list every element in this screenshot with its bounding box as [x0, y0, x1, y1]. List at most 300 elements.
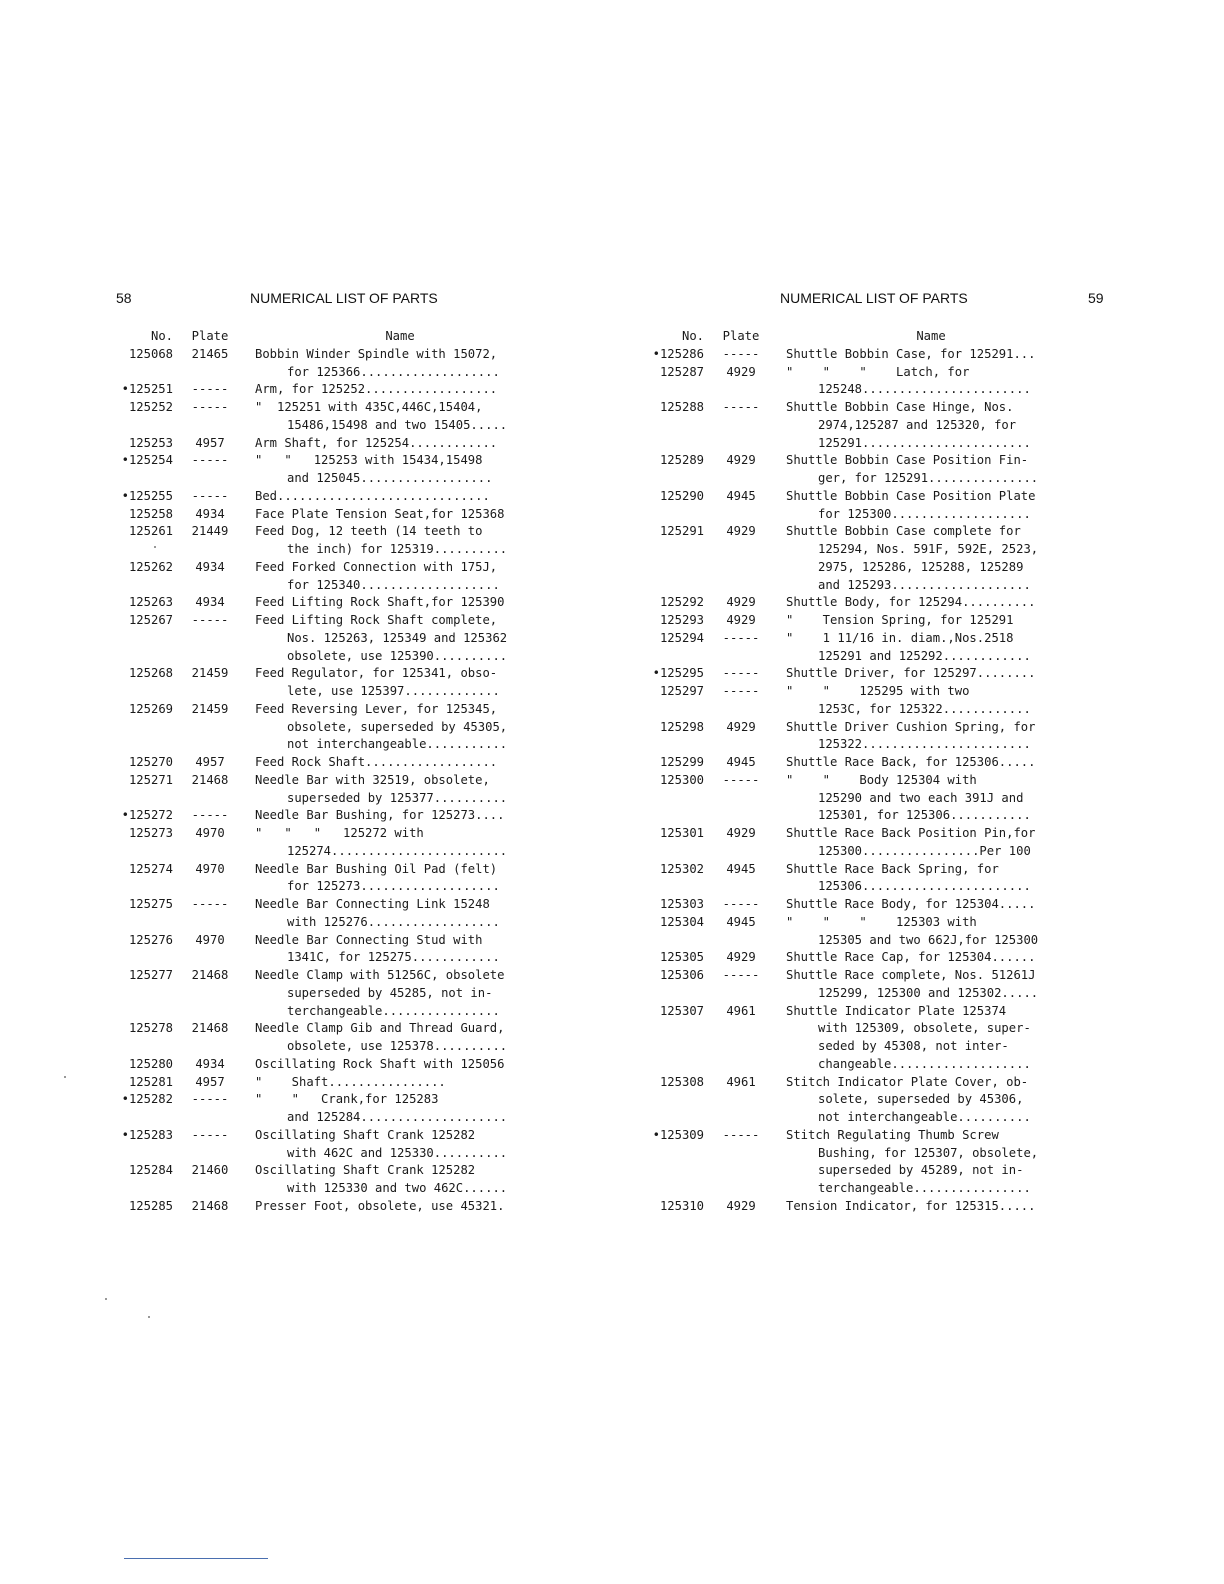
- part-number: 125289: [659, 453, 704, 468]
- part-name-continuation: not interchangeable...........: [287, 737, 508, 752]
- part-name-continuation: 2974,125287 and 125320, for: [818, 417, 1017, 432]
- part-entry: [636, 949, 1076, 967]
- part-name-line: " " Crank,for 125283: [255, 1092, 439, 1107]
- part-name: [778, 719, 1076, 755]
- part-entry: [105, 452, 545, 488]
- part-name: [247, 861, 545, 897]
- scan-speck: [105, 1298, 107, 1300]
- part-entry: [636, 594, 1076, 612]
- part-name-continuation: 1253C, for 125322............: [818, 701, 1031, 716]
- part-entry: [105, 665, 545, 701]
- plate-number: -----: [722, 630, 760, 645]
- part-name-continuation: with 125276..................: [287, 914, 500, 929]
- part-number: 125068: [128, 346, 173, 361]
- part-entry: [105, 896, 545, 932]
- header-no: No.: [150, 329, 173, 343]
- part-entry: [105, 932, 545, 968]
- part-name-continuation: terchangeable................: [818, 1181, 1031, 1195]
- part-number: •125272: [121, 808, 173, 823]
- part-entry: [105, 559, 545, 595]
- plate-number: 21468: [191, 772, 229, 787]
- part-name-line: Needle Bar Bushing, for 125273....: [255, 808, 505, 823]
- part-entry: [105, 506, 545, 524]
- part-entry: [636, 630, 1076, 666]
- part-name-line: Shuttle Race Back Position Pin,for: [786, 826, 1036, 840]
- part-number: 125298: [659, 719, 704, 734]
- part-number: 125290: [659, 488, 704, 503]
- part-name: [778, 488, 1076, 524]
- part-name-continuation: superseded by 45289, not in-: [818, 1163, 1024, 1178]
- part-name-continuation: Nos. 125263, 125349 and 125362: [287, 630, 508, 645]
- part-name-continuation: 125300................Per 100: [818, 843, 1031, 858]
- part-name: [247, 665, 545, 701]
- part-name-line: " " " 125272 with: [255, 826, 424, 840]
- part-name-line: Stitch Indicator Plate Cover, ob-: [786, 1074, 1029, 1089]
- plate-number: 4929: [726, 950, 756, 965]
- part-name: [778, 1074, 1076, 1127]
- part-name: [778, 665, 1076, 683]
- part-name-line: Shuttle Bobbin Case Position Fin-: [786, 453, 1029, 468]
- plate-number: 4945: [726, 861, 756, 876]
- part-name: [778, 523, 1076, 594]
- plate-number: 21468: [191, 1021, 229, 1036]
- plate-number: -----: [722, 666, 760, 681]
- part-entry: [636, 488, 1076, 524]
- part-name: [247, 807, 545, 825]
- header-plate: Plate: [191, 329, 229, 343]
- part-name-line: " " " Latch, for: [786, 364, 970, 379]
- part-entry: [636, 523, 1076, 594]
- part-entry: [636, 719, 1076, 755]
- part-name-line: Bobbin Winder Spindle with 15072,: [255, 346, 498, 361]
- part-entry: [636, 914, 1076, 950]
- part-number: 125304: [659, 914, 704, 929]
- part-number: 125291: [659, 524, 704, 539]
- part-entry: [105, 346, 545, 382]
- plate-number: 4957: [195, 435, 225, 450]
- part-name-continuation: Bushing, for 125307, obsolete,: [818, 1145, 1039, 1160]
- part-name-continuation: lete, use 125397.............: [287, 684, 500, 698]
- bottom-rule: [124, 1558, 268, 1559]
- part-name-continuation: and 125045..................: [287, 471, 493, 485]
- part-name: [778, 754, 1076, 772]
- part-entry: [105, 381, 545, 399]
- part-name-line: Oscillating Rock Shaft with 125056: [255, 1056, 505, 1071]
- part-name-continuation: 125301, for 125306...........: [818, 808, 1031, 823]
- part-name: [778, 825, 1076, 861]
- part-name-continuation: seded by 45308, not inter-: [818, 1039, 1009, 1053]
- part-name-continuation: 1341C, for 125275............: [287, 950, 500, 965]
- part-number: 125308: [659, 1074, 704, 1089]
- part-name: [778, 452, 1076, 488]
- part-entry: [105, 1091, 545, 1127]
- part-number: 125271: [128, 772, 173, 787]
- part-number: •125282: [121, 1092, 173, 1107]
- part-name-line: Shuttle Race Body, for 125304.....: [786, 897, 1036, 911]
- part-name-continuation: the inch) for 125319..........: [287, 542, 508, 556]
- part-name: [778, 346, 1076, 364]
- part-entry: [105, 754, 545, 772]
- part-name-continuation: 125306.......................: [818, 879, 1031, 894]
- part-name-continuation: obsolete, use 125378..........: [287, 1039, 508, 1053]
- part-name-line: Shuttle Race complete, Nos. 51261J: [786, 968, 1036, 982]
- part-number: 125252: [128, 400, 173, 414]
- part-entry: [105, 612, 545, 665]
- part-name-line: Shuttle Driver Cushion Spring, for: [786, 719, 1036, 734]
- part-number: 125258: [128, 506, 173, 521]
- part-name: [247, 435, 545, 453]
- part-name-line: Feed Rock Shaft..................: [255, 755, 498, 769]
- part-entry: [636, 861, 1076, 897]
- part-name: [778, 399, 1076, 452]
- part-name-continuation: ger, for 125291...............: [818, 471, 1039, 485]
- parts-entries: [636, 346, 1076, 1216]
- part-name-continuation: 125305 and two 662J,for 125300: [818, 932, 1039, 947]
- part-name: [247, 346, 545, 382]
- parts-list-left: [105, 328, 545, 1216]
- plate-number: 4934: [195, 506, 225, 521]
- part-entry: [105, 399, 545, 435]
- part-name-continuation: with 462C and 125330..........: [287, 1145, 508, 1160]
- part-entry: [636, 665, 1076, 683]
- part-number: 125292: [659, 595, 704, 610]
- plate-number: 21449: [191, 524, 229, 539]
- part-name-line: " 125251 with 435C,446C,15404,: [255, 400, 483, 414]
- part-number: 125310: [659, 1198, 704, 1213]
- part-number: 125307: [659, 1003, 704, 1018]
- part-entry: [105, 488, 545, 506]
- part-number: 125287: [659, 364, 704, 379]
- part-number: 125277: [128, 968, 173, 982]
- part-number: 125293: [659, 613, 704, 627]
- part-name-continuation: 125291 and 125292............: [818, 648, 1031, 663]
- part-name-line: " Shaft................: [255, 1074, 446, 1089]
- part-name-line: Shuttle Race Back Spring, for: [786, 861, 999, 876]
- part-name-line: Needle Bar Connecting Link 15248: [255, 897, 490, 911]
- part-name-continuation: terchangeable................: [287, 1003, 500, 1018]
- part-number: •125251: [121, 382, 173, 397]
- part-entry: [636, 1198, 1076, 1216]
- part-name-line: Feed Lifting Rock Shaft,for 125390: [255, 595, 505, 610]
- part-number: 125269: [128, 701, 173, 716]
- part-name: [247, 1198, 545, 1216]
- header-no: No.: [681, 329, 704, 343]
- part-name: [247, 896, 545, 932]
- part-name-continuation: 2975, 125286, 125288, 125289: [818, 559, 1024, 574]
- part-name: [247, 772, 545, 808]
- part-name-line: Feed Forked Connection with 175J,: [255, 559, 498, 574]
- part-number: 125294: [659, 630, 704, 645]
- part-name: [247, 1020, 545, 1056]
- part-name-continuation: 15486,15498 and two 15405.....: [287, 417, 508, 432]
- plate-number: 4961: [726, 1074, 756, 1089]
- plate-number: -----: [191, 613, 229, 627]
- part-name: [247, 1127, 545, 1163]
- plate-number: 21468: [191, 1198, 229, 1213]
- part-name: [778, 914, 1076, 950]
- part-entry: [636, 452, 1076, 488]
- parts-entries: [105, 346, 545, 1216]
- part-name: [778, 1003, 1076, 1074]
- part-name-continuation: for 125366...................: [287, 364, 500, 379]
- part-entry: [105, 967, 545, 1020]
- plate-number: -----: [722, 400, 760, 414]
- plate-number: 4934: [195, 559, 225, 574]
- part-number: 125301: [659, 826, 704, 840]
- part-name-continuation: 125291.......................: [818, 435, 1031, 450]
- part-name: [247, 594, 545, 612]
- part-name-line: Oscillating Shaft Crank 125282: [255, 1163, 476, 1178]
- part-entry: [636, 364, 1076, 400]
- header-plate: Plate: [722, 329, 760, 343]
- plate-number: 4934: [195, 595, 225, 610]
- part-number: 125263: [128, 595, 173, 610]
- plate-number: 4970: [195, 861, 225, 876]
- plate-number: -----: [191, 1127, 229, 1142]
- part-number: 125262: [128, 559, 173, 574]
- plate-number: 4945: [726, 488, 756, 503]
- part-name: [247, 1162, 545, 1198]
- part-entry: [105, 1127, 545, 1163]
- part-name-line: Needle Clamp with 51256C, obsolete: [255, 968, 505, 982]
- part-name: [247, 452, 545, 488]
- part-name-continuation: for 125340...................: [287, 577, 500, 592]
- part-name: [778, 683, 1076, 719]
- part-name-line: Shuttle Bobbin Case complete for: [786, 524, 1021, 539]
- page-header-left: NUMERICAL LIST OF PARTS: [250, 290, 438, 306]
- part-name-line: Stitch Regulating Thumb Screw: [786, 1127, 999, 1142]
- part-number: 125303: [659, 897, 704, 911]
- part-name-line: Shuttle Race Back, for 125306.....: [786, 755, 1036, 769]
- plate-number: 4957: [195, 755, 225, 769]
- part-number: 125306: [659, 968, 704, 982]
- scan-speck: [148, 1316, 150, 1318]
- part-name: [778, 630, 1076, 666]
- part-number: 125284: [128, 1163, 173, 1178]
- scan-speck: [154, 546, 156, 548]
- part-entry: [636, 1127, 1076, 1198]
- plate-number: -----: [722, 968, 760, 982]
- part-number: 125273: [128, 826, 173, 840]
- part-name-continuation: with 125309, obsolete, super-: [818, 1021, 1031, 1036]
- part-number: •125295: [652, 666, 704, 681]
- part-name-line: " " Body 125304 with: [786, 772, 977, 787]
- part-number: •125255: [121, 488, 173, 503]
- part-entry: [636, 683, 1076, 719]
- part-name-line: " Tension Spring, for 125291: [786, 613, 1014, 627]
- parts-list-right: [636, 328, 1076, 1216]
- plate-number: 4934: [195, 1056, 225, 1071]
- part-entry: [105, 594, 545, 612]
- part-number: 125305: [659, 950, 704, 965]
- plate-number: -----: [191, 488, 229, 503]
- part-number: 125297: [659, 684, 704, 698]
- part-name-continuation: 125274........................: [287, 843, 508, 858]
- part-entry: [636, 1074, 1076, 1127]
- plate-number: -----: [722, 684, 760, 698]
- part-name: [247, 612, 545, 665]
- part-number: 125270: [128, 755, 173, 769]
- part-number: 125261: [128, 524, 173, 539]
- plate-number: -----: [722, 772, 760, 787]
- plate-number: -----: [191, 897, 229, 911]
- part-name-continuation: superseded by 125377..........: [287, 790, 508, 805]
- plate-number: 4929: [726, 1198, 756, 1213]
- part-name-continuation: solete, superseded by 45306,: [818, 1092, 1024, 1107]
- part-number: 125278: [128, 1021, 173, 1036]
- part-name-continuation: changeable...................: [818, 1056, 1031, 1071]
- part-name-line: Bed.............................: [255, 488, 490, 503]
- part-name-line: Presser Foot, obsolete, use 45321.: [255, 1198, 505, 1213]
- part-entry: [105, 435, 545, 453]
- part-entry: [105, 523, 545, 559]
- part-entry: [105, 1056, 545, 1074]
- plate-number: 21460: [191, 1163, 229, 1178]
- plate-number: -----: [722, 1127, 760, 1142]
- page-header-right: NUMERICAL LIST OF PARTS: [780, 290, 968, 306]
- part-name-line: Needle Bar Bushing Oil Pad (felt): [255, 861, 498, 876]
- part-name-continuation: and 125293...................: [818, 577, 1031, 592]
- part-entry: [105, 1074, 545, 1092]
- part-name: [247, 1091, 545, 1127]
- part-name-line: Arm Shaft, for 125254............: [255, 435, 498, 450]
- plate-number: -----: [191, 400, 229, 414]
- part-entry: [636, 754, 1076, 772]
- part-name: [778, 896, 1076, 914]
- part-name: [247, 825, 545, 861]
- part-name-line: Feed Regulator, for 125341, obso-: [255, 666, 498, 681]
- part-number: 125274: [128, 861, 173, 876]
- plate-number: 21459: [191, 666, 229, 681]
- part-entry: [105, 772, 545, 808]
- plate-number: -----: [722, 346, 760, 361]
- part-name-line: Tension Indicator, for 125315.....: [786, 1198, 1036, 1213]
- part-name: [778, 1127, 1076, 1198]
- part-entry: [636, 399, 1076, 452]
- part-name-line: Arm, for 125252..................: [255, 382, 498, 397]
- part-name: [247, 932, 545, 968]
- part-entry: [636, 1003, 1076, 1074]
- part-name-line: Oscillating Shaft Crank 125282: [255, 1127, 476, 1142]
- part-name: [247, 399, 545, 435]
- part-entry: [636, 967, 1076, 1003]
- plate-number: -----: [722, 897, 760, 911]
- part-name: [247, 381, 545, 399]
- part-name: [247, 967, 545, 1020]
- part-name: [247, 559, 545, 595]
- part-name-continuation: 125290 and two each 391J and: [818, 790, 1024, 805]
- part-name: [247, 754, 545, 772]
- plate-number: 21465: [191, 346, 229, 361]
- part-name-line: Shuttle Race Cap, for 125304......: [786, 950, 1036, 965]
- part-name-continuation: and 125284....................: [287, 1110, 508, 1124]
- part-entry: [105, 1198, 545, 1216]
- part-entry: [105, 701, 545, 754]
- part-name-line: " " " 125303 with: [786, 914, 977, 929]
- part-number: 125275: [128, 897, 173, 911]
- part-entry: [636, 346, 1076, 364]
- plate-number: 4929: [726, 524, 756, 539]
- part-name-line: " " 125295 with two: [786, 684, 970, 698]
- part-name-line: Feed Dog, 12 teeth (14 teeth to: [255, 524, 483, 539]
- part-name-line: Shuttle Bobbin Case, for 125291...: [786, 346, 1036, 361]
- part-name-continuation: 125299, 125300 and 125302.....: [818, 985, 1039, 1000]
- part-name: [778, 949, 1076, 967]
- part-number: 125299: [659, 755, 704, 769]
- plate-number: 4929: [726, 364, 756, 379]
- part-name: [247, 701, 545, 754]
- plate-number: 21459: [191, 701, 229, 716]
- part-number: 125300: [659, 772, 704, 787]
- part-name-continuation: 125294, Nos. 591F, 592E, 2523,: [818, 542, 1039, 556]
- part-entry: [105, 1162, 545, 1198]
- part-name-continuation: with 125330 and two 462C......: [287, 1181, 508, 1195]
- part-number: 125280: [128, 1056, 173, 1071]
- part-name: [778, 967, 1076, 1003]
- part-number: 125302: [659, 861, 704, 876]
- plate-number: -----: [191, 453, 229, 468]
- header-name: Name: [385, 329, 415, 343]
- part-entry: [105, 861, 545, 897]
- part-name-continuation: not interchangeable..........: [818, 1110, 1031, 1124]
- part-name-line: Feed Reversing Lever, for 125345,: [255, 701, 498, 716]
- part-name-line: Feed Lifting Rock Shaft complete,: [255, 613, 498, 627]
- part-name-continuation: obsolete, use 125390..........: [287, 648, 508, 663]
- part-name-line: Needle Bar with 32519, obsolete,: [255, 772, 490, 787]
- part-name-line: Shuttle Bobbin Case Position Plate: [786, 488, 1036, 503]
- plate-number: 4929: [726, 719, 756, 734]
- part-entry: [636, 825, 1076, 861]
- part-number: •125309: [652, 1127, 704, 1142]
- part-name-line: Shuttle Driver, for 125297........: [786, 666, 1036, 681]
- plate-number: 4970: [195, 826, 225, 840]
- part-entry: [636, 896, 1076, 914]
- part-name: [247, 506, 545, 524]
- part-entry: [636, 612, 1076, 630]
- part-number: •125286: [652, 346, 704, 361]
- part-name-line: Shuttle Indicator Plate 125374: [786, 1003, 1007, 1018]
- part-name: [778, 364, 1076, 400]
- part-name-continuation: for 125300...................: [818, 506, 1031, 521]
- part-name-line: Needle Bar Connecting Stud with: [255, 932, 483, 947]
- part-name-continuation: 125248.......................: [818, 382, 1031, 397]
- part-number: 125285: [128, 1198, 173, 1213]
- page-number-right: 59: [1088, 290, 1104, 306]
- part-name-continuation: for 125273...................: [287, 879, 500, 894]
- plate-number: -----: [191, 382, 229, 397]
- part-name: [247, 1056, 545, 1074]
- plate-number: 4929: [726, 595, 756, 610]
- part-name: [778, 612, 1076, 630]
- plate-number: 4945: [726, 755, 756, 769]
- part-name: [247, 488, 545, 506]
- part-name-continuation: superseded by 45285, not in-: [287, 985, 493, 1000]
- part-entry: [636, 772, 1076, 825]
- part-name: [778, 772, 1076, 825]
- part-name-line: " 1 11/16 in. diam.,Nos.2518: [786, 630, 1014, 645]
- column-headers: [636, 328, 1076, 346]
- part-number: •125283: [121, 1127, 173, 1142]
- part-number: 125276: [128, 932, 173, 947]
- part-number: •125254: [121, 453, 173, 468]
- part-number: 125268: [128, 666, 173, 681]
- plate-number: 4970: [195, 932, 225, 947]
- part-name: [778, 594, 1076, 612]
- plate-number: 4929: [726, 826, 756, 840]
- plate-number: 4929: [726, 453, 756, 468]
- part-name: [778, 861, 1076, 897]
- part-entry: [105, 1020, 545, 1056]
